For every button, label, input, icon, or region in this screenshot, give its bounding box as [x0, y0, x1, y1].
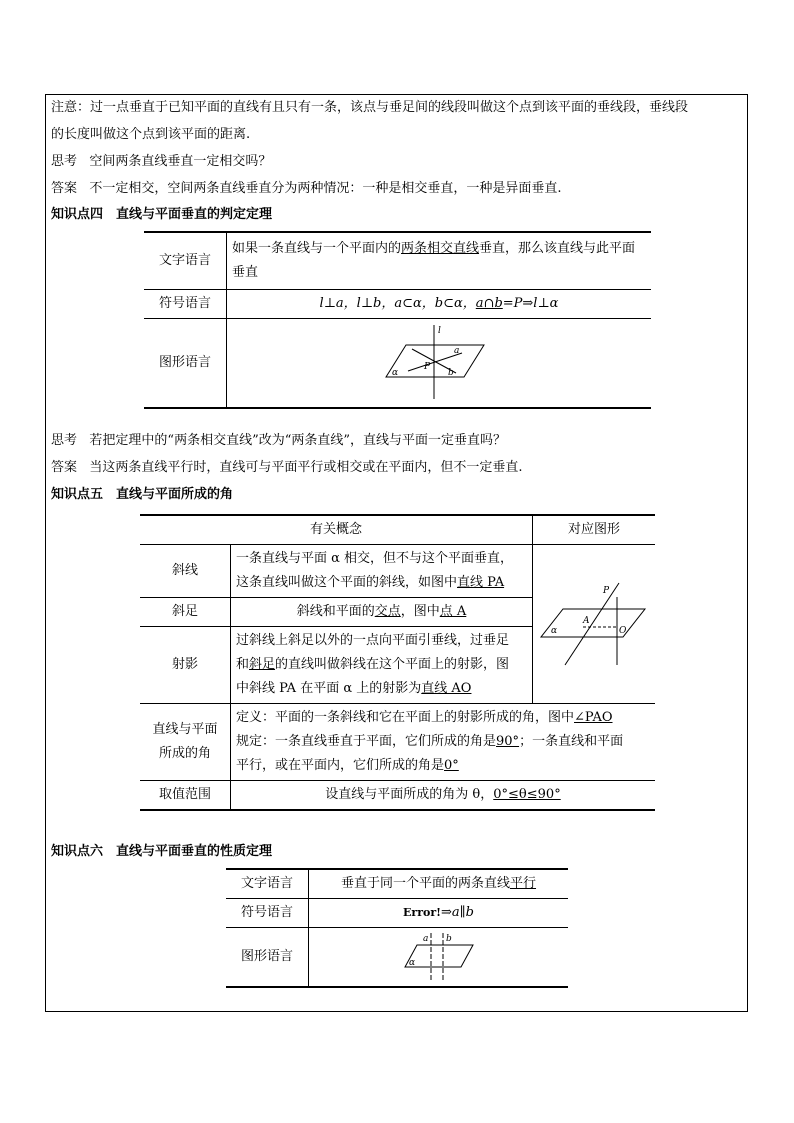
parallel-lines-figure: [403, 931, 475, 983]
k5-angle-label: 直线与平面 所成的角: [140, 704, 231, 781]
k6-row-label: 文字语言: [226, 869, 309, 899]
fig-label-b: b: [445, 934, 452, 944]
k5-head-figure: 对应图形: [533, 515, 656, 545]
k5-range-label: 取值范围: [140, 781, 231, 811]
k5-head-concept: 有关概念: [140, 515, 533, 545]
k4-row-value: l⊥a，l⊥b，a⊂α，b⊂α，a∩b=P⇒l⊥α: [227, 290, 652, 319]
fig-label-alpha: α: [392, 368, 399, 378]
answer-2-text: 当这两条直线平行时，直线可与平面平行或相交或在平面内，但不一定垂直.: [89, 460, 523, 475]
k6-row-label: 图形语言: [226, 928, 309, 988]
fig-label-l: l: [438, 326, 441, 336]
k5-oblique-value: 一条直线与平面 α 相交，但不与这个平面垂直， 这条直线叫做这个平面的斜线，如图中直线 PA: [231, 545, 533, 598]
k6-row-symbol: [226, 899, 568, 928]
answer-2: [51, 458, 523, 478]
note-line-2: 的长度叫做这个点到该平面的距离.: [51, 127, 251, 142]
oblique-line-figure: [539, 579, 649, 669]
k4-row-label: 符号语言: [144, 290, 227, 319]
k4-row-text: [144, 232, 651, 290]
fig-label-b: b: [448, 368, 454, 378]
k4-row-label: 文字语言: [144, 232, 227, 290]
k6-row-value: 垂直于同一个平面的两条直线平行: [309, 869, 569, 899]
fig-label-alpha: α: [551, 626, 558, 636]
think-2: [51, 431, 506, 451]
fig-label-a: a: [454, 346, 460, 356]
fig-label-p: P: [603, 586, 610, 596]
k5-proj-label: 射影: [140, 627, 231, 704]
k4-figure-cell: [227, 319, 652, 409]
perpendicular-plane-figure: [384, 323, 494, 403]
fig-label-a: a: [422, 934, 428, 944]
k6-row-text: [226, 869, 568, 899]
k5-foot-value: 斜线和平面的交点，图中点 A: [231, 598, 533, 627]
k5-proj-value: 过斜线上斜足以外的一点向平面引垂线，过垂足 和斜足的直线叫做斜线在这个平面上的射影，图 中斜线 PA 在平面 α 上的射影为直线 AO: [231, 627, 533, 704]
fig-label-alpha: α: [408, 958, 415, 968]
k6-row-label: 符号语言: [226, 899, 309, 928]
k4-row-label: 图形语言: [144, 319, 227, 409]
k6-title: 知识点六 直线与平面垂直的性质定理: [51, 844, 273, 859]
fig-label-p: P: [424, 362, 431, 372]
answer-1-label: 答案: [51, 181, 78, 196]
k6-row-value: Error!⇒a∥b: [309, 899, 569, 928]
k4-title: 知识点四 直线与平面垂直的判定定理: [51, 207, 273, 222]
k4-table: [144, 231, 651, 409]
k6-row-figure: [226, 928, 568, 988]
k4-row-value: 如果一条直线与一个平面内的两条相交直线垂直，那么该直线与此平面垂直: [227, 232, 652, 290]
k5-figure-cell: [533, 545, 656, 704]
k5-range-value: 设直线与平面所成的角为 θ，0°≤θ≤90°: [231, 781, 656, 811]
k4-row-figure: [144, 319, 651, 409]
fig-label-a: A: [583, 616, 590, 626]
answer-1: [51, 179, 562, 199]
think-1-text: 空间两条直线垂直一定相交吗？: [89, 154, 272, 169]
think-2-label: 思考: [51, 433, 78, 448]
think-2-text: 若把定理中的“两条相交直线”改为“两条直线”，直线与平面一定垂直吗？: [89, 433, 507, 448]
k5-row-range: [140, 781, 655, 811]
k6-figure-cell: [309, 928, 569, 988]
k5-table: [140, 514, 655, 811]
k5-row-angle: [140, 704, 655, 781]
k4-row-symbol: [144, 290, 651, 319]
k5-angle-value: 定义：平面的一条斜线和它在平面上的射影所成的角，图中∠PAO 规定：一条直线垂直于平面，它们所成的角是90°；一条直线和平面 平行，或在平面内，它们所成的角是0°: [231, 704, 656, 781]
answer-1-text: 不一定相交，空间两条直线垂直分为两种情况：一种是相交垂直，一种是异面垂直.: [89, 181, 562, 196]
think-1-label: 思考: [51, 154, 78, 169]
note-line-1: 注意：过一点垂直于已知平面的直线有且只有一条，该点与垂足间的线段叫做这个点到该平面的垂线段，垂线段: [51, 100, 689, 115]
answer-2-label: 答案: [51, 460, 78, 475]
k5-oblique-label: 斜线: [140, 545, 231, 598]
k6-table: [226, 868, 568, 988]
k5-row-oblique: [140, 545, 655, 598]
fig-label-o: O: [619, 626, 627, 636]
k5-header-row: [140, 515, 655, 545]
k5-foot-label: 斜足: [140, 598, 231, 627]
k5-title: 知识点五 直线与平面所成的角: [51, 487, 234, 502]
think-1: [51, 152, 271, 172]
